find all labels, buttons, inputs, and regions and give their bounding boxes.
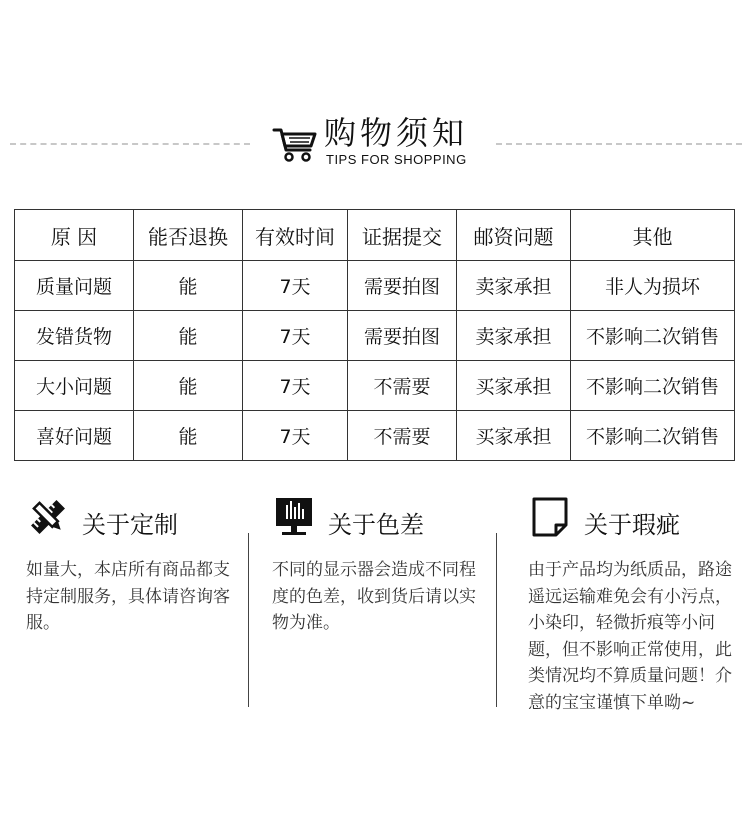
section-custom <box>26 495 241 637</box>
section-header <box>528 495 738 545</box>
page-title: 购物须知 <box>324 114 469 152</box>
table-cell: 买家承担 <box>457 361 571 411</box>
table-cell: 能 <box>134 311 243 361</box>
header-cell-returnable: 能否退换 <box>134 210 243 261</box>
shopping-cart-icon <box>272 124 318 164</box>
pencil-ruler-icon <box>26 495 70 539</box>
table-cell: 能 <box>134 261 243 311</box>
table-cell: 不影响二次销售 <box>571 311 735 361</box>
section-body: 不同的显示器会造成不同程度的色差，收到货后请以实物为准。 <box>272 560 476 633</box>
return-policy-table <box>14 209 735 461</box>
table-cell: 质量问题 <box>15 261 134 311</box>
table-cell: 非人为损坏 <box>571 261 735 311</box>
section-defects <box>528 495 738 716</box>
table-cell: 卖家承担 <box>457 261 571 311</box>
section-header <box>272 495 487 545</box>
column-divider <box>496 533 497 707</box>
table-cell: 不需要 <box>348 361 457 411</box>
section-body: 如量大，本店所有商品都支持定制服务，具体请咨询客服。 <box>26 560 230 633</box>
table-cell: 7天 <box>243 261 348 311</box>
header-cell-reason: 原 因 <box>15 210 134 261</box>
column-divider <box>248 533 249 707</box>
table-cell: 大小问题 <box>15 361 134 411</box>
section-title: 关于定制 <box>82 511 178 539</box>
page-subtitle: TIPS FOR SHOPPING <box>326 152 467 167</box>
section-color-difference <box>272 495 487 637</box>
section-title: 关于瑕疵 <box>584 511 680 539</box>
table-cell: 喜好问题 <box>15 411 134 461</box>
header-divider-left <box>10 143 250 145</box>
section-body: 由于产品均为纸质品，路途遥远运输难免会有小污点，小染印，轻微折痕等小问题，但不影响正常使用，此类情况均不算质量问题！介意的宝宝谨慎下单呦~ <box>528 560 732 713</box>
section-title: 关于色差 <box>328 511 424 539</box>
table-cell: 发错货物 <box>15 311 134 361</box>
folded-paper-icon <box>528 495 572 539</box>
table-cell: 买家承担 <box>457 411 571 461</box>
table-cell: 7天 <box>243 361 348 411</box>
table-cell: 需要拍图 <box>348 261 457 311</box>
table-row <box>15 411 735 461</box>
table-cell: 不影响二次销售 <box>571 361 735 411</box>
header-cell-valid-period: 有效时间 <box>243 210 348 261</box>
header-divider-right <box>496 143 742 145</box>
table-header-row <box>15 210 735 261</box>
table-row <box>15 361 735 411</box>
section-header <box>26 495 241 545</box>
monitor-icon <box>272 495 316 539</box>
table-row <box>15 261 735 311</box>
table-cell: 卖家承担 <box>457 311 571 361</box>
table-cell: 不需要 <box>348 411 457 461</box>
table-row <box>15 311 735 361</box>
header-cell-evidence: 证据提交 <box>348 210 457 261</box>
header-cell-other: 其他 <box>571 210 735 261</box>
table-cell: 不影响二次销售 <box>571 411 735 461</box>
table-cell: 需要拍图 <box>348 311 457 361</box>
table-cell: 7天 <box>243 411 348 461</box>
table-cell: 7天 <box>243 311 348 361</box>
table-cell: 能 <box>134 411 243 461</box>
header-cell-postage: 邮资问题 <box>457 210 571 261</box>
table-cell: 能 <box>134 361 243 411</box>
